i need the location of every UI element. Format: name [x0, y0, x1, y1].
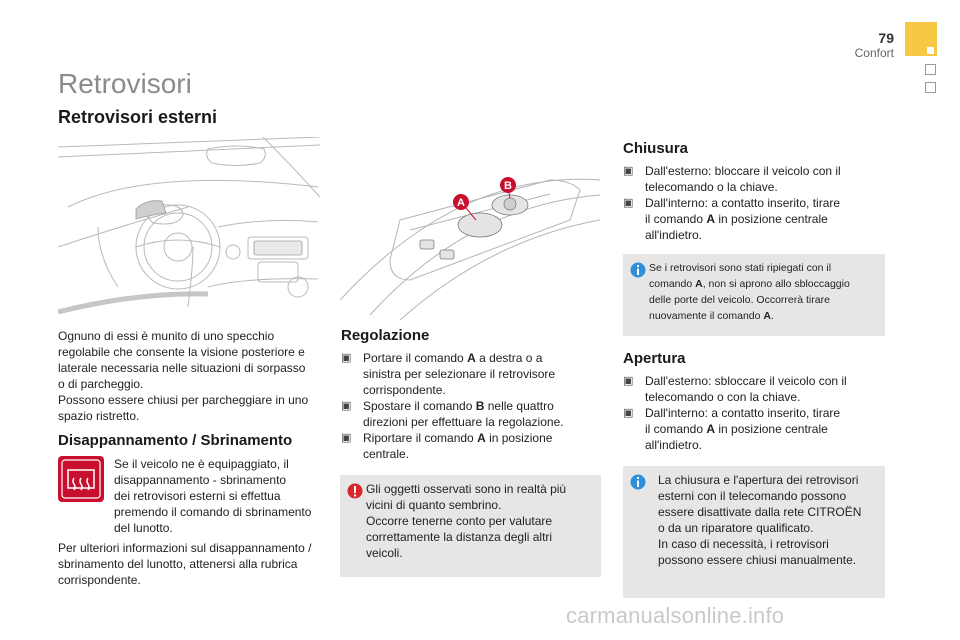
bullet-icon: ▣ — [341, 432, 352, 444]
info-icon — [630, 474, 646, 490]
list-item: ▣ Riportare il comando A in posizione centrale. — [341, 431, 553, 461]
regolazione-list — [341, 350, 591, 462]
intro-line: Possono essere chiusi per parcheggiare in uno — [58, 393, 309, 407]
page-number: 79 — [878, 30, 894, 46]
apertura-info-note — [623, 466, 885, 598]
info-icon — [630, 262, 646, 278]
section-tab-active[interactable] — [905, 22, 937, 56]
regolazione-heading: Regolazione — [341, 327, 430, 344]
rear-defrost-icon — [58, 456, 104, 502]
label-b: B — [504, 180, 512, 192]
label-a: A — [457, 197, 465, 209]
defrost-line: del lunotto. — [114, 521, 173, 535]
list-item: ▣ Spostare il comando B nelle quattro direzioni per effettuare la regolazione. — [341, 399, 564, 429]
section-name: Confort — [854, 46, 894, 60]
intro-line: regolabile che consente la visione posteriore e — [58, 345, 305, 359]
defrost-more-line: sbrinamento del lunotto, attenersi alla rubrica — [58, 557, 298, 571]
bullet-icon: ▣ — [341, 352, 352, 364]
bullet-icon: ▣ — [623, 197, 634, 209]
defrost-more-line: corrispondente. — [58, 573, 141, 587]
intro-line: o di parcheggio. — [58, 377, 144, 391]
list-item: ▣ Dall'interno: a contatto inserito, tirare il comando A in posizione centrale all'indietro. — [623, 196, 841, 242]
warning-note — [340, 475, 601, 577]
defrost-line: Se il veicolo ne è equipaggiato, il — [114, 457, 289, 471]
defrost-heading: Disappannamento / Sbrinamento — [58, 432, 293, 449]
list-item: ▣ Dall'interno: a contatto inserito, tirare il comando A in posizione centrale all'indietro. — [623, 406, 841, 452]
apertura-heading: Apertura — [623, 350, 686, 367]
bullet-icon: ▣ — [623, 375, 634, 387]
defrost-line: premendo il comando di sbrinamento — [114, 505, 312, 519]
bullet-icon: ▣ — [623, 407, 634, 419]
section-tab-3[interactable] — [925, 82, 936, 93]
apertura-list — [623, 373, 883, 453]
warning-icon — [347, 483, 363, 499]
chiusura-info-text: Se i retrovisori sono stati ripiegati con il comando A, non si aprono allo sbloccaggio delle porte del veicolo. Occorrerà tirare nuovamente il comando A. — [649, 262, 850, 322]
bullet-icon: ▣ — [623, 165, 634, 177]
list-item: ▣ Dall'esterno: bloccare il veicolo con il telecomando o la chiave. — [623, 164, 841, 194]
watermark: carmanualsonline.info — [566, 603, 785, 628]
list-item: ▣ Dall'esterno: sbloccare il veicolo con il telecomando o con la chiave. — [623, 374, 847, 404]
chiusura-heading: Chiusura — [623, 140, 689, 157]
defrost-more-line: Per ulteriori informazioni sul disappannamento / — [58, 541, 312, 555]
list-item: ▣ Portare il comando A a destra o a sinistra per selezionare il retrovisore corrispondente. — [341, 351, 556, 397]
chiusura-info-note — [623, 254, 885, 336]
apertura-info-text: La chiusura e l'apertura dei retrovisori esterni con il telecomando possono essere disattivate dalla rete CITROËN o da un riparatore qualificato. In caso di necessità, i retrovisori possono essere chiusi manualmente. — [658, 473, 862, 567]
warning-text: Gli oggetti osservati sono in realtà più vicini di quanto sembrino. Occorre tenerne conto per valutare correttamente la distanza degli altri veicoli. — [366, 482, 567, 560]
defrost-line: disappannamento - sbrinamento — [114, 473, 287, 487]
page-title: Retrovisori — [58, 68, 192, 99]
section-title: Retrovisori esterni — [58, 107, 218, 127]
bullet-icon: ▣ — [341, 400, 352, 412]
defrost-line: dei retrovisori esterni si effettua — [114, 489, 281, 503]
intro-paragraph — [58, 328, 328, 424]
intro-line: Ognuno di essi è munito di uno specchio — [58, 329, 275, 343]
tab-marker-icon — [927, 47, 934, 54]
chiusura-list — [623, 163, 883, 243]
defrost-more — [58, 540, 338, 588]
car-interior-illustration — [58, 137, 320, 317]
defrost-text — [114, 456, 334, 536]
mirror-control-illustration — [340, 160, 600, 320]
intro-line: spazio ristretto. — [58, 409, 140, 423]
section-tab-2[interactable] — [925, 64, 936, 75]
intro-line: laterale necessaria nelle situazioni di sorpasso — [58, 361, 306, 375]
